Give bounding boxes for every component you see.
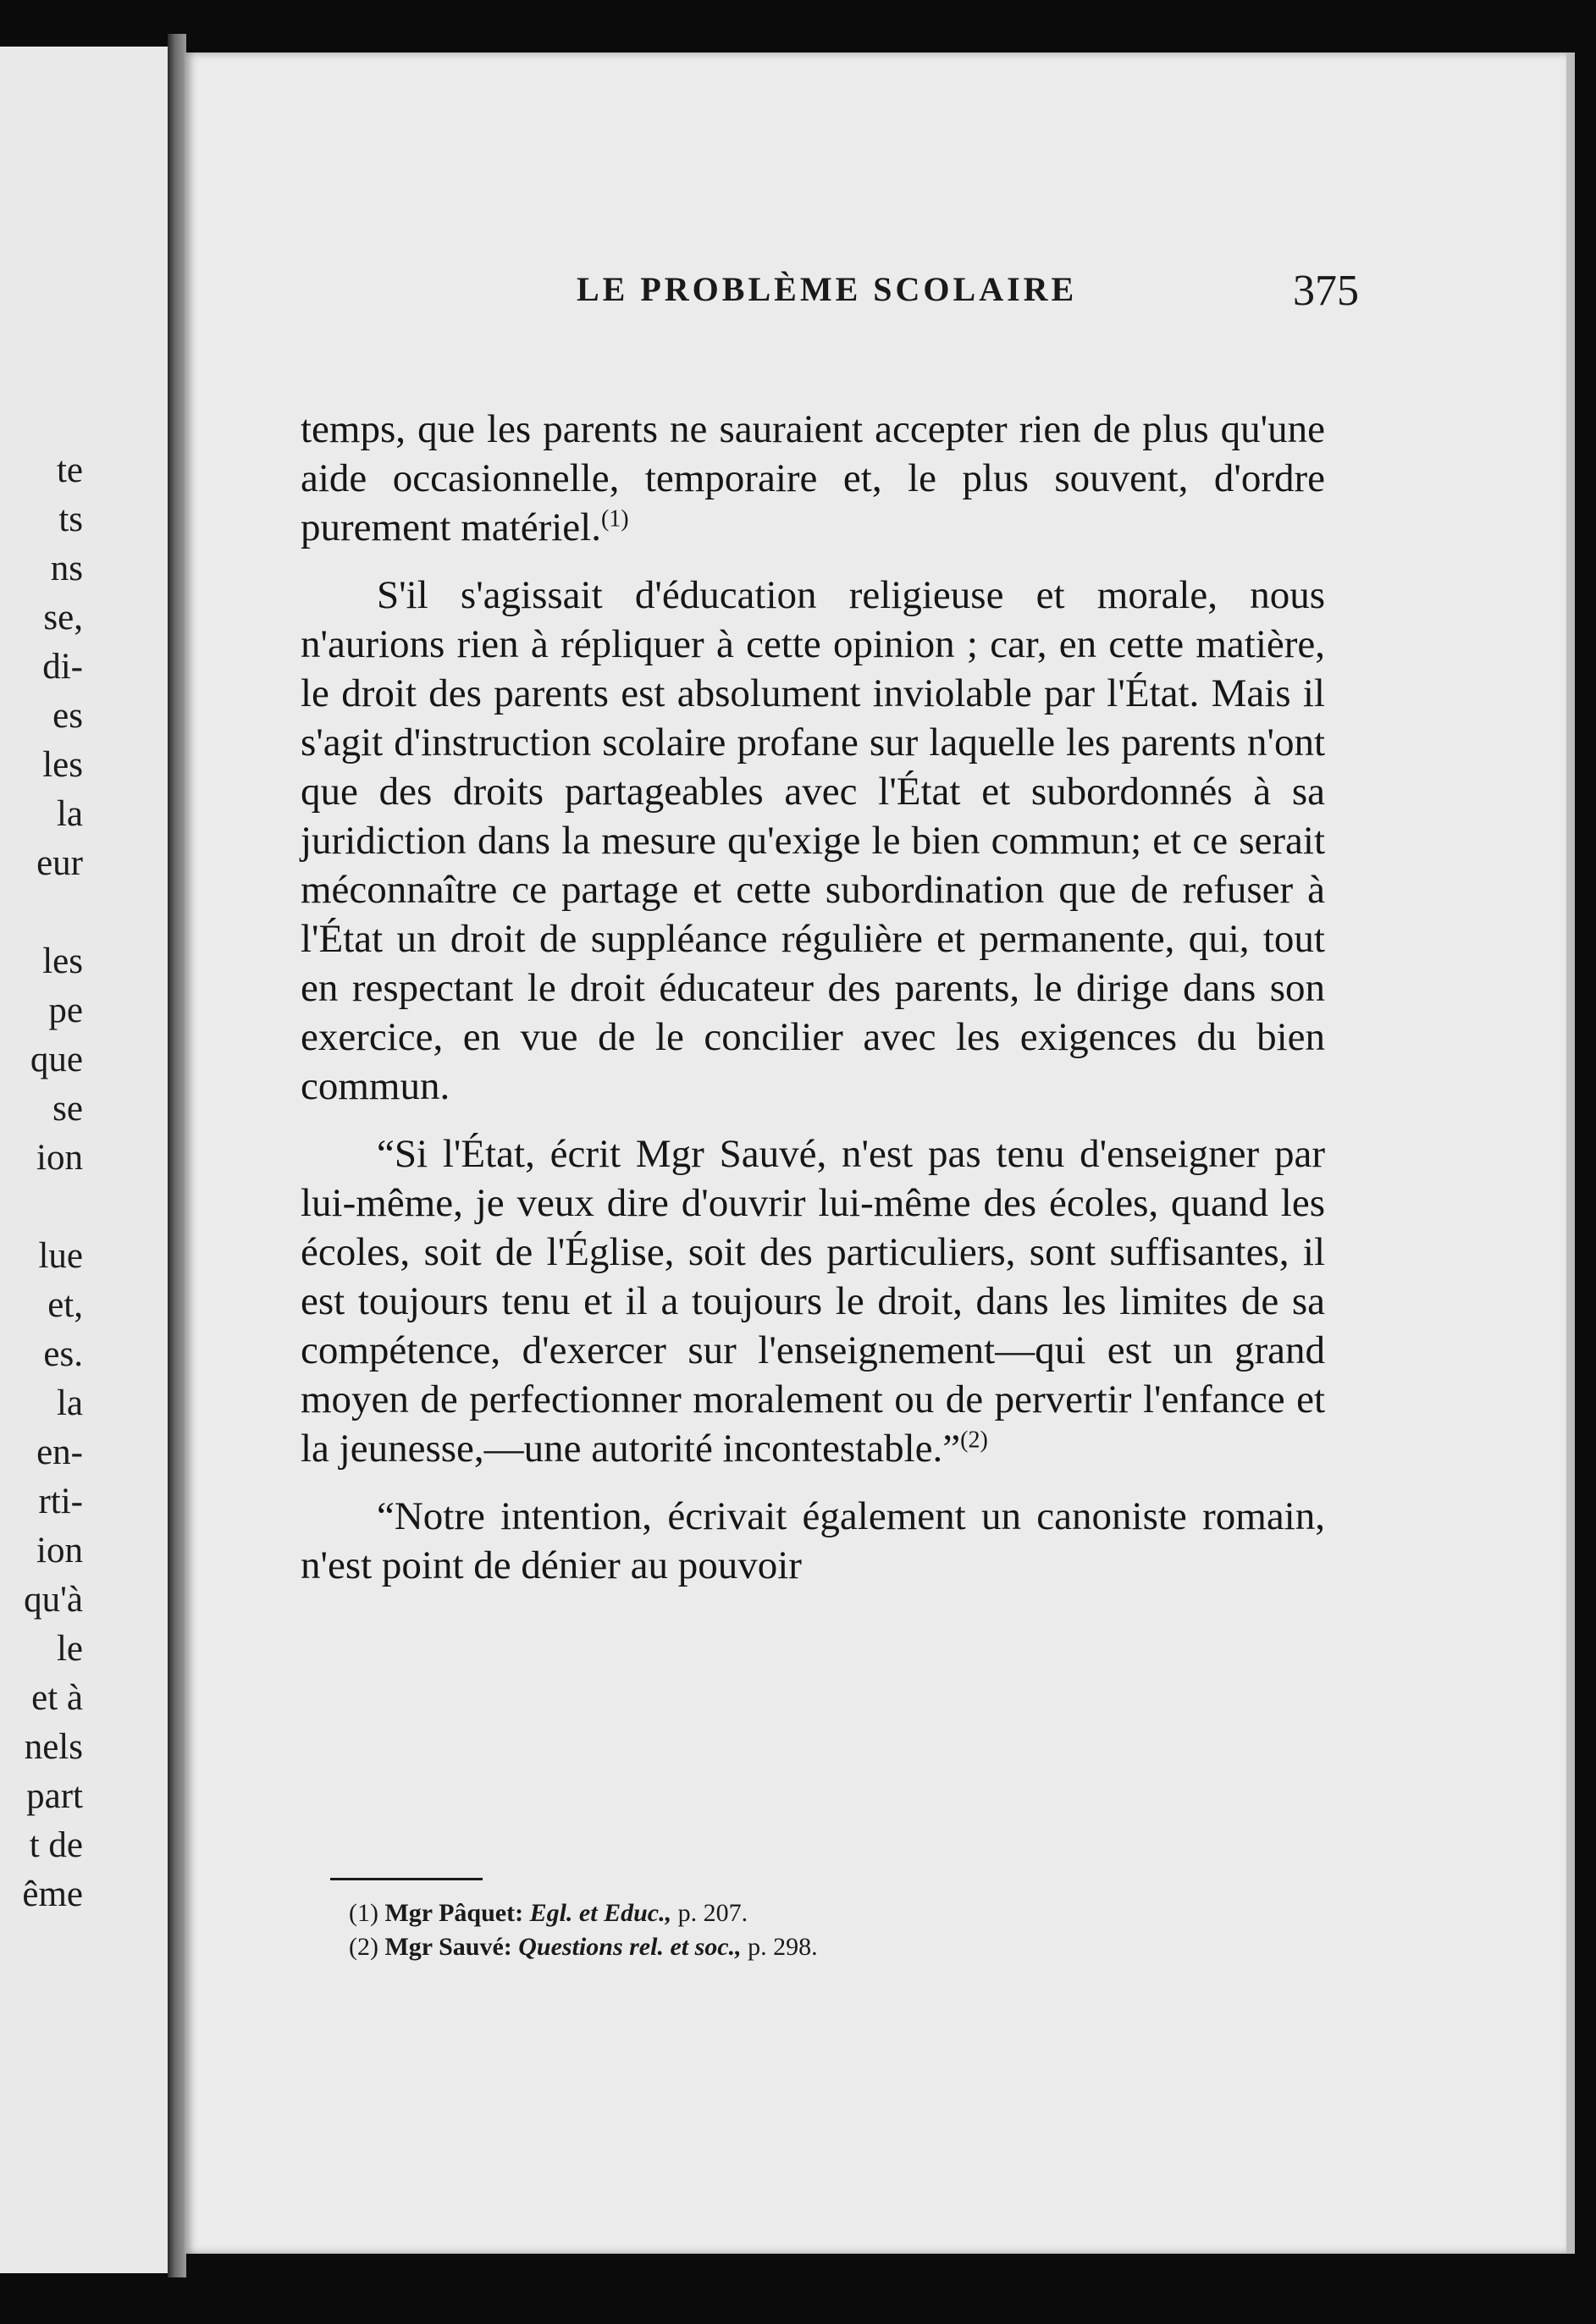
facing-page-line: les	[42, 941, 83, 981]
running-title: LE PROBLÈME SCOLAIRE	[577, 270, 1078, 308]
facing-page-text-fragments	[0, 446, 168, 1919]
facing-page-line: se	[52, 1089, 83, 1129]
footnote: (2) Mgr Sauvé: Questions rel. et soc., p. 298.	[349, 1933, 818, 1961]
facing-page-line: di-	[42, 647, 83, 687]
facing-page-line: ion	[36, 1138, 83, 1178]
facing-page-line: qu'à	[24, 1580, 83, 1620]
paragraph: S'il s'agissait d'éducation religieuse et morale, nous n'aurions rien à répliquer à cette opinion ; car, en cette matière, le droit des parents est absolument inviolable par l'État. Mais il s'agit d'instruction scolaire profane sur laquelle les parents n'ont que des droits partageables avec l'État et subordonnés à sa juridiction dans la mesure qu'exige le bien commun; et ce serait méconnaître ce partage et cette subordination que de refuser à l'État un droit de suppléance régulière et permanente, qui, tout en respectant le droit éducateur des parents, le dirige dans son exercice, en vue de le concilier avec les exigences du bien commun.	[301, 573, 1325, 1108]
facing-page-line: que	[30, 1040, 83, 1079]
facing-page-line: te	[56, 450, 83, 490]
running-head	[392, 269, 1359, 320]
paragraph: temps, que les parents ne sauraient accepter rien de plus qu'une aide occasionnelle, temporaire et, le plus souvent, d'ordre purement matériel.$^{(1)}$	[301, 407, 1325, 549]
footnotes	[349, 1896, 1196, 1964]
facing-page-line: la	[56, 794, 83, 834]
facing-page-line: pe	[48, 991, 83, 1030]
facing-page-line: rti-	[38, 1482, 83, 1521]
footnote-reference: (1)	[600, 505, 629, 533]
paragraph: “Si l'État, écrit Mgr Sauvé, n'est pas tenu d'enseigner par lui-même, je veux dire d'ouvrir lui-même des écoles, quand les écoles, soit de l'Église, soit des particuliers, sont suffisantes, il est toujours tenu et il a toujours le droit, dans les limites de sa compétence, d'exercer sur l'enseignement—qui est un grand moyen de perfectionner moralement ou de pervertir l'enfance et la jeunesse,—une autorité incontestable.”$^{(2)}$	[301, 1132, 1325, 1471]
facing-page-line: es	[52, 696, 83, 736]
facing-page-line: ns	[50, 549, 83, 588]
facing-page-line: ême	[22, 1874, 83, 1914]
facing-page-line: la	[56, 1383, 83, 1423]
facing-page-fragment	[0, 47, 168, 2273]
facing-page-line: les	[42, 745, 83, 785]
footnote-reference: (2)	[960, 1427, 988, 1454]
facing-page-line: part	[26, 1776, 83, 1816]
facing-page-line: nels	[24, 1727, 83, 1767]
facing-page-line: le	[56, 1629, 83, 1669]
footnote: (1) Mgr Pâquet: Egl. et Educ., p. 207.	[349, 1899, 748, 1927]
facing-page-line	[0, 1183, 168, 1232]
paragraph: “Notre intention, écrivait également un canoniste romain, n'est point de dénier au pouvoir	[301, 1494, 1325, 1587]
footnote-rule	[330, 1878, 483, 1880]
book-gutter	[168, 34, 186, 2277]
page-edge	[1566, 52, 1575, 2254]
facing-page-line: es.	[43, 1334, 83, 1374]
facing-page-line: lue	[38, 1236, 83, 1276]
facing-page-line	[0, 888, 168, 937]
facing-page-line: et,	[47, 1285, 83, 1325]
page-number: 375	[1293, 267, 1359, 315]
facing-page-line: et à	[31, 1678, 83, 1718]
facing-page-line: se,	[43, 598, 83, 638]
body-text	[301, 405, 1325, 1590]
facing-page-line: ion	[36, 1531, 83, 1570]
facing-page-line: en-	[36, 1432, 83, 1472]
facing-page-line: eur	[36, 843, 83, 883]
facing-page-line: t de	[29, 1825, 83, 1865]
facing-page-line: ts	[58, 500, 83, 539]
